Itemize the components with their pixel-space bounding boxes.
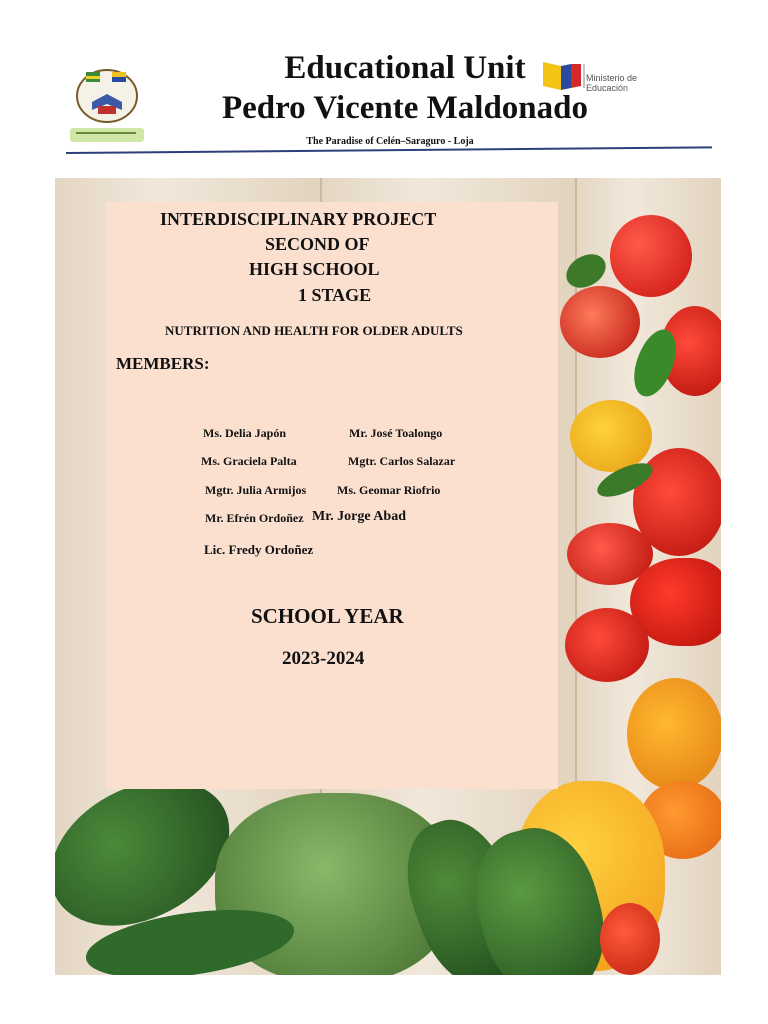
project-title-line1: INTERDISCIPLINARY PROJECT <box>160 209 437 229</box>
ministry-label: Ministerio de Educación <box>586 73 638 93</box>
school-subtitle: The Paradise of Celén–Saraguro - Loja <box>306 136 474 147</box>
members-heading: MEMBERS: <box>116 354 210 373</box>
project-info-card <box>106 202 558 789</box>
member-name: Mr. José Toalongo <box>349 426 443 440</box>
member-name: Ms. Delia Japón <box>203 426 287 440</box>
project-title-line2: SECOND OF <box>265 234 370 254</box>
school-year-value: 2023-2024 <box>282 648 365 669</box>
school-title-line2: Pedro Vicente Maldonado <box>221 90 589 126</box>
school-year-label: SCHOOL YEAR <box>251 604 404 628</box>
member-name: Ms. Graciela Palta <box>201 454 297 468</box>
member-name: Mr. Efrén Ordoñez <box>205 511 304 525</box>
school-title-line1: Educational Unit <box>284 50 526 86</box>
header-divider <box>66 146 712 154</box>
member-name: Ms. Geomar Riofrio <box>337 483 441 497</box>
project-topic: NUTRITION AND HEALTH FOR OLDER ADULTS <box>165 323 463 338</box>
project-title-line3: HIGH SCHOOL <box>249 259 380 279</box>
member-name: Mgtr. Julia Armijos <box>205 483 307 497</box>
member-name: Lic. Fredy Ordoñez <box>204 542 314 557</box>
member-name: Mr. Jorge Abad <box>312 509 406 524</box>
project-title-line4: 1 STAGE <box>298 285 372 305</box>
member-name: Mgtr. Carlos Salazar <box>348 454 456 468</box>
